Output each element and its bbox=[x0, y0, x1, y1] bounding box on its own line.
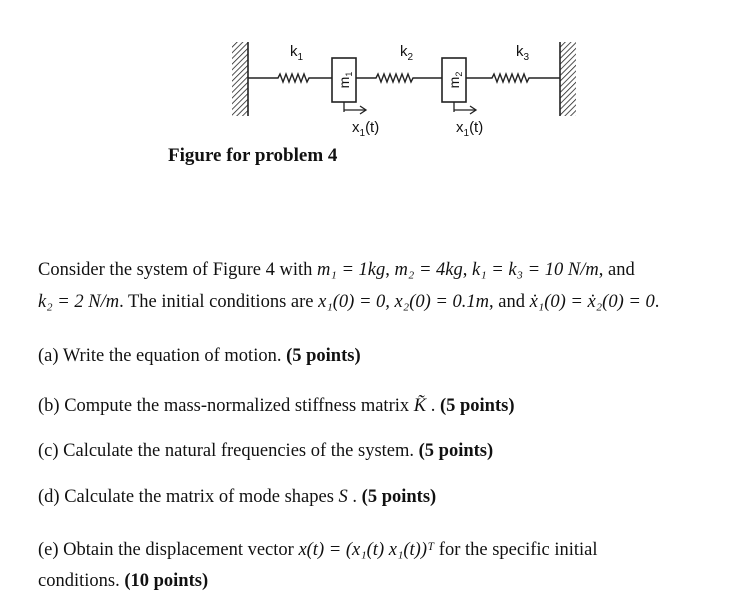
spring-k1 bbox=[248, 74, 332, 82]
k2-value: k₂ = 2 N/m bbox=[38, 292, 120, 312]
and-text-2: , and bbox=[489, 292, 525, 312]
spring-mass-figure bbox=[226, 30, 586, 148]
displacement-label-x1: $x_1(t)$ bbox=[352, 119, 380, 139]
m2-value: m₂ = 4kg bbox=[394, 260, 463, 280]
displacement-arrow-x1 bbox=[344, 102, 366, 114]
spring-label-k1: $k_1$ bbox=[290, 43, 304, 63]
part-d-points: (5 points) bbox=[361, 487, 437, 507]
k1-k3-value: k₁ = k₃ = 10 N/m bbox=[472, 260, 599, 280]
spring-k3 bbox=[466, 74, 560, 82]
part-d-after: . bbox=[347, 487, 358, 507]
part-e-after: for the specific initial bbox=[434, 540, 598, 560]
part-b-points: (5 points) bbox=[439, 396, 515, 416]
part-a-text: (a) Write the equation of motion. bbox=[38, 346, 282, 366]
m1-value: m₁ = 1kg bbox=[317, 260, 386, 280]
figure-caption: Figure for problem 4 bbox=[168, 145, 338, 166]
initial-displacements: x₁(0) = 0, x₂(0) = 0.1m bbox=[318, 292, 489, 312]
right-wall bbox=[560, 42, 576, 116]
intro-line-1: Consider the system of Figure 4 with m₁ = 1kg, m₂ = 4kg, k₁ = k₃ = 10 N/m, and bbox=[38, 260, 635, 280]
and-text: , and bbox=[598, 260, 635, 280]
mass-label-m1: $m_1$ bbox=[336, 71, 354, 89]
period: . bbox=[654, 292, 660, 312]
part-a-points: (5 points) bbox=[286, 346, 361, 366]
part-b-text: (b) Compute the mass-normalized stiffness matrix bbox=[38, 396, 410, 416]
intro-line-2 bbox=[38, 292, 659, 313]
spring-k2 bbox=[356, 74, 442, 82]
part-c bbox=[38, 441, 493, 462]
left-wall bbox=[232, 42, 248, 116]
part-d-text: (d) Calculate the matrix of mode shapes bbox=[38, 487, 334, 507]
part-e-symbol: x(t) = (x₁(t) x₁(t))ᵀ bbox=[298, 540, 435, 560]
part-c-text: (c) Calculate the natural frequencies of the system. bbox=[38, 441, 415, 461]
part-e-text: (e) Obtain the displacement vector bbox=[38, 540, 294, 560]
spring-label-k2: $k_2$ bbox=[400, 43, 414, 63]
part-b-after: . bbox=[426, 396, 436, 416]
initial-conditions-text: . The initial conditions are bbox=[119, 292, 314, 312]
displacement-label-x2: $x_1(t)$ bbox=[456, 119, 484, 139]
part-b bbox=[38, 396, 515, 417]
displacement-arrow-x2 bbox=[454, 102, 476, 114]
part-e bbox=[38, 540, 598, 561]
part-e-line-2 bbox=[38, 571, 208, 592]
part-e-points: (10 points) bbox=[124, 571, 209, 591]
mass-label-m2: $m_2$ bbox=[446, 71, 464, 89]
part-e-line2-text: conditions. bbox=[38, 571, 120, 591]
part-d-symbol: S bbox=[338, 487, 348, 507]
part-d bbox=[38, 487, 436, 508]
part-c-points: (5 points) bbox=[418, 441, 494, 461]
intro-text: Consider the system of Figure 4 with bbox=[38, 260, 313, 280]
part-b-symbol: K̃ bbox=[413, 396, 427, 416]
spring-label-k3: $k_3$ bbox=[516, 43, 530, 63]
part-a bbox=[38, 346, 361, 367]
initial-velocities: ẋ₁(0) = ẋ₂(0) = 0 bbox=[529, 292, 655, 312]
